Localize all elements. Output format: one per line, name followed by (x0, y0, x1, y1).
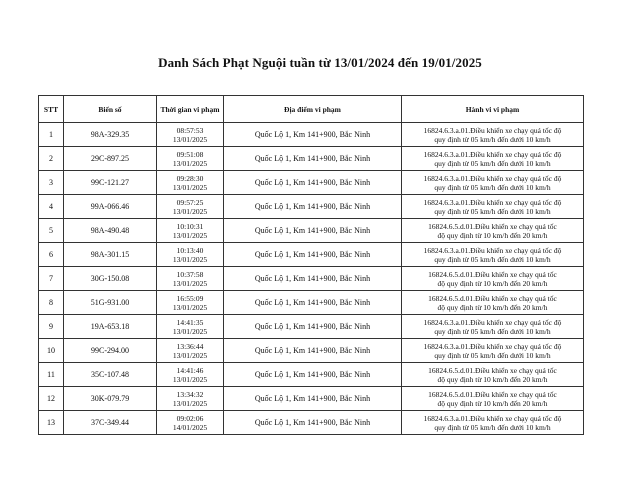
table-row (39, 195, 584, 219)
table-row (39, 339, 584, 363)
violation-date: 13/01/2025 (172, 158, 208, 168)
violation-action-line-2: độ quy định từ 10 km/h đến 20 km/h (437, 374, 548, 384)
violation-date: 14/01/2025 (172, 422, 208, 432)
cell-location: Quốc Lộ 1, Km 141+900, Bắc Ninh (224, 171, 402, 195)
cell-stt: 4 (39, 195, 64, 219)
cell-action (402, 243, 584, 267)
header-plate: Biển số (64, 96, 157, 123)
cell-stt: 11 (39, 363, 64, 387)
cell-time (157, 147, 224, 171)
cell-stt: 8 (39, 291, 64, 315)
cell-action (402, 315, 584, 339)
violation-action-line-1: 16824.6.5.d.01.Điều khiển xe chạy quá tốc (428, 269, 557, 279)
violation-action-line-1: 16824.6.3.a.01.Điều khiển xe chạy quá tốc độ (423, 341, 562, 351)
cell-location: Quốc Lộ 1, Km 141+900, Bắc Ninh (224, 363, 402, 387)
violation-time: 13:34:32 (176, 389, 204, 399)
violation-date: 13/01/2025 (172, 182, 208, 192)
cell-time (157, 267, 224, 291)
table-row (39, 291, 584, 315)
violation-action-line-2: độ quy định từ 10 km/h đến 20 km/h (437, 230, 548, 240)
cell-time (157, 171, 224, 195)
cell-time (157, 195, 224, 219)
cell-action (402, 219, 584, 243)
cell-time (157, 123, 224, 147)
violation-action-line-2: quy định từ 05 km/h đến dưới 10 km/h (434, 158, 551, 168)
violation-date: 13/01/2025 (172, 398, 208, 408)
violation-action-line-2: quy định từ 05 km/h đến dưới 10 km/h (434, 326, 551, 336)
table-row (39, 267, 584, 291)
cell-action (402, 123, 584, 147)
violation-action-line-1: 16824.6.3.a.01.Điều khiển xe chạy quá tốc độ (423, 125, 562, 135)
violation-time: 08:57:53 (176, 125, 204, 135)
violation-action-line-2: quy định từ 05 km/h đến dưới 10 km/h (434, 182, 551, 192)
cell-plate: 98A-301.15 (64, 243, 157, 267)
violation-time: 10:37:58 (176, 269, 204, 279)
violation-time: 10:10:31 (176, 221, 204, 231)
violation-action-line-1: 16824.6.3.a.01.Điều khiển xe chạy quá tốc độ (423, 173, 562, 183)
cell-action (402, 147, 584, 171)
violation-action-line-2: quy định từ 05 km/h đến dưới 10 km/h (434, 350, 551, 360)
cell-action (402, 411, 584, 435)
table-header-row (39, 96, 584, 123)
violation-date: 13/01/2025 (172, 278, 208, 288)
cell-location: Quốc Lộ 1, Km 141+900, Bắc Ninh (224, 243, 402, 267)
violation-time: 14:41:35 (176, 317, 204, 327)
violations-table (38, 95, 584, 435)
cell-location: Quốc Lộ 1, Km 141+900, Bắc Ninh (224, 411, 402, 435)
table-row (39, 219, 584, 243)
cell-location: Quốc Lộ 1, Km 141+900, Bắc Ninh (224, 387, 402, 411)
violation-action-line-1: 16824.6.5.d.01.Điều khiển xe chạy quá tốc (428, 389, 557, 399)
cell-stt: 9 (39, 315, 64, 339)
violation-action-line-1: 16824.6.5.d.01.Điều khiển xe chạy quá tốc (428, 293, 557, 303)
cell-plate: 99C-121.27 (64, 171, 157, 195)
violation-time: 13:36:44 (176, 341, 204, 351)
cell-time (157, 387, 224, 411)
violation-action-line-1: 16824.6.3.a.01.Điều khiển xe chạy quá tốc độ (423, 245, 562, 255)
cell-stt: 2 (39, 147, 64, 171)
header-action: Hành vi vi phạm (402, 96, 584, 123)
violation-time: 09:02:06 (176, 413, 204, 423)
cell-time (157, 363, 224, 387)
cell-action (402, 363, 584, 387)
cell-stt: 3 (39, 171, 64, 195)
cell-stt: 5 (39, 219, 64, 243)
cell-stt: 12 (39, 387, 64, 411)
cell-plate: 29C-897.25 (64, 147, 157, 171)
violation-action-line-2: quy định từ 05 km/h đến dưới 10 km/h (434, 206, 551, 216)
cell-stt: 6 (39, 243, 64, 267)
cell-action (402, 339, 584, 363)
header-location: Địa điểm vi phạm (224, 96, 402, 123)
header-time: Thời gian vi phạm (157, 96, 224, 123)
cell-location: Quốc Lộ 1, Km 141+900, Bắc Ninh (224, 123, 402, 147)
cell-stt: 13 (39, 411, 64, 435)
table-row (39, 315, 584, 339)
table-row (39, 411, 584, 435)
cell-location: Quốc Lộ 1, Km 141+900, Bắc Ninh (224, 315, 402, 339)
violation-action-line-2: quy định từ 05 km/h đến dưới 10 km/h (434, 134, 551, 144)
cell-time (157, 411, 224, 435)
cell-location: Quốc Lộ 1, Km 141+900, Bắc Ninh (224, 195, 402, 219)
cell-plate: 99C-294.00 (64, 339, 157, 363)
cell-plate: 30K-079.79 (64, 387, 157, 411)
violation-date: 13/01/2025 (172, 134, 208, 144)
cell-stt: 1 (39, 123, 64, 147)
violation-date: 13/01/2025 (172, 230, 208, 240)
violation-date: 13/01/2025 (172, 326, 208, 336)
violation-time: 09:51:08 (176, 149, 204, 159)
violation-time: 09:28:30 (176, 173, 204, 183)
violation-action-line-1: 16824.6.3.a.01.Điều khiển xe chạy quá tốc độ (423, 317, 562, 327)
table-row (39, 243, 584, 267)
violation-action-line-1: 16824.6.3.a.01.Điều khiển xe chạy quá tốc độ (423, 149, 562, 159)
page-title: Danh Sách Phạt Nguội tuần từ 13/01/2024 đến 19/01/2025 (158, 55, 482, 70)
violation-action-line-1: 16824.6.3.a.01.Điều khiển xe chạy quá tốc độ (423, 413, 562, 423)
cell-location: Quốc Lộ 1, Km 141+900, Bắc Ninh (224, 147, 402, 171)
header-stt: STT (39, 96, 64, 123)
cell-plate: 30G-150.08 (64, 267, 157, 291)
violation-date: 13/01/2025 (172, 254, 208, 264)
violation-action-line-2: độ quy định từ 10 km/h đến 20 km/h (437, 302, 548, 312)
cell-time (157, 291, 224, 315)
cell-action (402, 267, 584, 291)
violation-time: 14:41:46 (176, 365, 204, 375)
violation-date: 13/01/2025 (172, 206, 208, 216)
table-row (39, 387, 584, 411)
cell-plate: 51G-931.00 (64, 291, 157, 315)
violation-date: 13/01/2025 (172, 350, 208, 360)
cell-time (157, 243, 224, 267)
cell-stt: 7 (39, 267, 64, 291)
table-body (39, 123, 584, 435)
violation-action-line-1: 16824.6.5.d.01.Điều khiển xe chạy quá tốc (428, 221, 557, 231)
table-row (39, 123, 584, 147)
cell-action (402, 291, 584, 315)
violation-action-line-2: độ quy định từ 10 km/h đến 20 km/h (437, 398, 548, 408)
violation-time: 16:55:09 (176, 293, 204, 303)
cell-action (402, 171, 584, 195)
violation-action-line-1: 16824.6.3.a.01.Điều khiển xe chạy quá tốc độ (423, 197, 562, 207)
violation-date: 13/01/2025 (172, 374, 208, 384)
cell-plate: 99A-066.46 (64, 195, 157, 219)
cell-location: Quốc Lộ 1, Km 141+900, Bắc Ninh (224, 219, 402, 243)
violation-time: 10:13:40 (176, 245, 204, 255)
violation-date: 13/01/2025 (172, 302, 208, 312)
violation-action-line-2: độ quy định từ 10 km/h đến 20 km/h (437, 278, 548, 288)
cell-time (157, 315, 224, 339)
cell-plate: 19A-653.18 (64, 315, 157, 339)
table-row (39, 147, 584, 171)
cell-plate: 98A-329.35 (64, 123, 157, 147)
cell-location: Quốc Lộ 1, Km 141+900, Bắc Ninh (224, 291, 402, 315)
cell-location: Quốc Lộ 1, Km 141+900, Bắc Ninh (224, 267, 402, 291)
table-row (39, 171, 584, 195)
cell-plate: 98A-490.48 (64, 219, 157, 243)
cell-time (157, 219, 224, 243)
cell-plate: 37C-349.44 (64, 411, 157, 435)
violation-action-line-2: quy định từ 05 km/h đến dưới 10 km/h (434, 422, 551, 432)
cell-action (402, 195, 584, 219)
violation-action-line-1: 16824.6.5.d.01.Điều khiển xe chạy quá tốc (428, 365, 557, 375)
cell-location: Quốc Lộ 1, Km 141+900, Bắc Ninh (224, 339, 402, 363)
table-row (39, 363, 584, 387)
cell-action (402, 387, 584, 411)
cell-stt: 10 (39, 339, 64, 363)
cell-plate: 35C-107.48 (64, 363, 157, 387)
cell-time (157, 339, 224, 363)
violation-action-line-2: quy định từ 05 km/h đến dưới 10 km/h (434, 254, 551, 264)
violation-time: 09:57:25 (176, 197, 204, 207)
